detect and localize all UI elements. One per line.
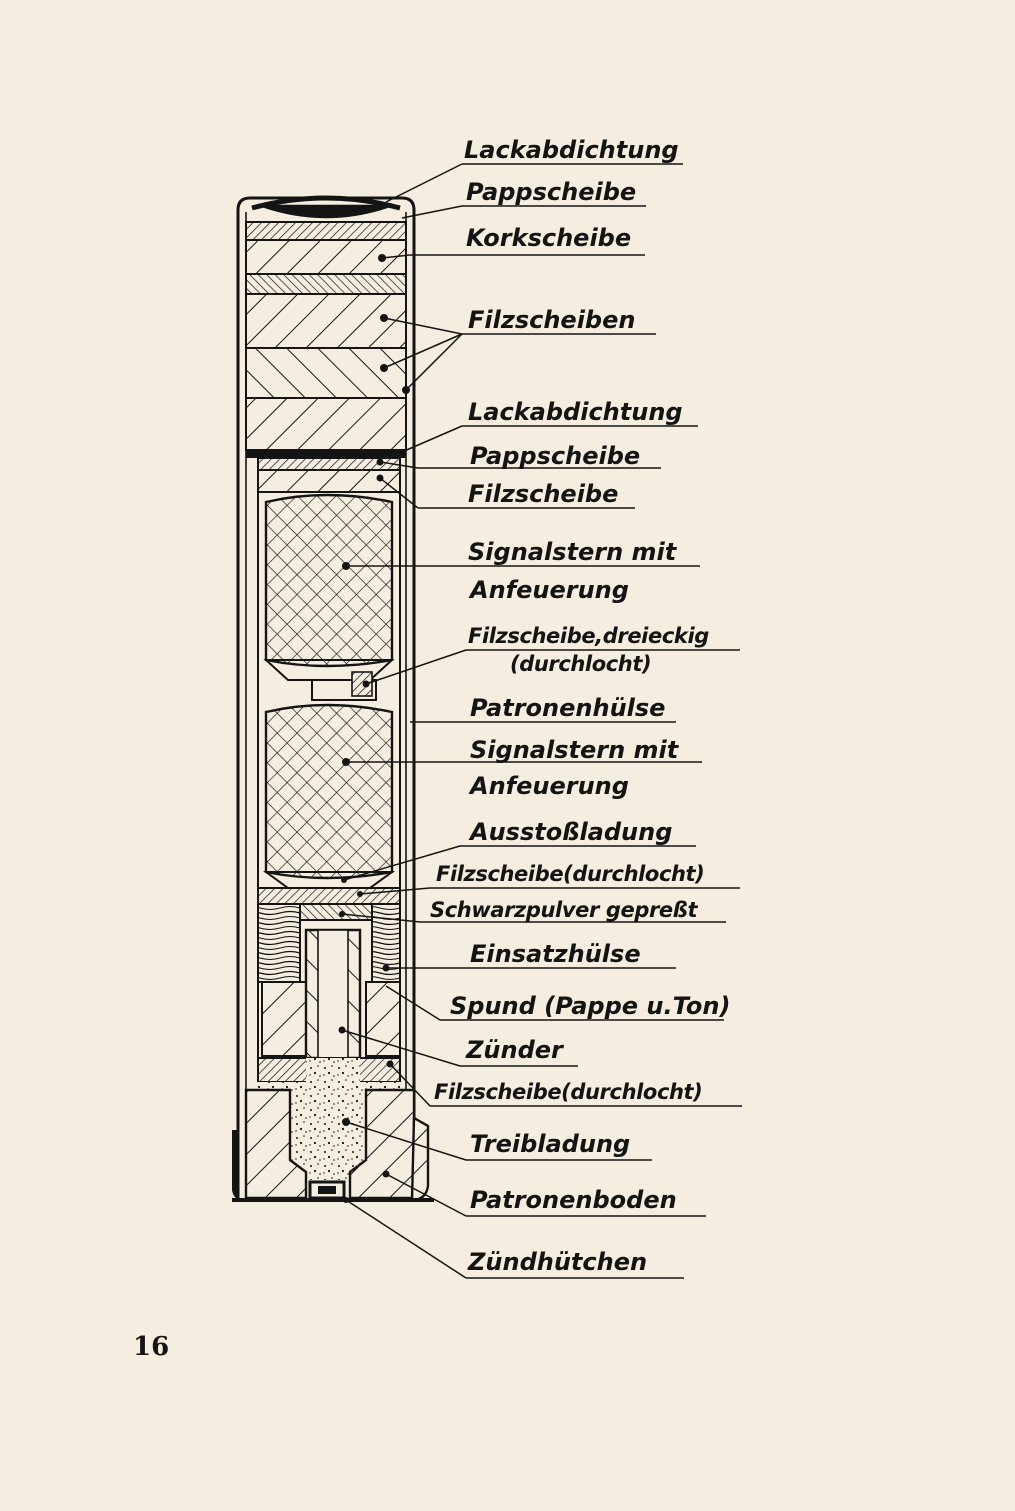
label-lackabdichtung-top: Lackabdichtung bbox=[464, 136, 679, 164]
rim-right bbox=[412, 1118, 428, 1200]
label-filzscheibe-dreieckig-line2: (durchlocht) bbox=[510, 652, 652, 676]
plug-left bbox=[262, 982, 306, 1056]
fuze-core bbox=[318, 930, 348, 1058]
signal-star-1 bbox=[266, 495, 392, 666]
label-spund: Spund (Pappe u.Ton) bbox=[450, 992, 731, 1020]
label-zuender: Zünder bbox=[466, 1036, 563, 1064]
varnish-seal-mid bbox=[246, 450, 406, 458]
primer-cup bbox=[318, 1186, 336, 1194]
felt-disc-3 bbox=[246, 398, 406, 450]
cardboard-disc-top bbox=[246, 222, 406, 240]
pressed-black-powder bbox=[300, 904, 372, 920]
label-treibladung: Treibladung bbox=[470, 1130, 631, 1158]
plug-right bbox=[366, 982, 400, 1056]
felt-disc-2 bbox=[246, 348, 406, 398]
label-einsatzhuelse: Einsatzhülse bbox=[470, 940, 641, 968]
label-filzscheiben: Filzscheiben bbox=[468, 306, 636, 334]
flash-channel bbox=[306, 1058, 360, 1082]
label-ausstossladung: Ausstoßladung bbox=[470, 818, 673, 846]
felt-disc-thin bbox=[246, 274, 406, 294]
label-patronenboden: Patronenboden bbox=[470, 1186, 677, 1214]
signal-star-2 bbox=[266, 705, 392, 878]
label-filzscheibe-durchlocht-1: Filzscheibe(durchlocht) bbox=[436, 862, 705, 886]
label-filzscheibe-dreieckig-line1: Filzscheibe,dreieckig bbox=[468, 624, 709, 648]
label-filzscheibe: Filzscheibe bbox=[468, 480, 619, 508]
label-lackabdichtung-mid: Lackabdichtung bbox=[468, 398, 683, 426]
label-signalstern-2-line1: Signalstern mit bbox=[470, 736, 679, 764]
label-pappscheibe-top: Pappscheibe bbox=[466, 178, 637, 206]
label-schwarzpulver: Schwarzpulver gepreßt bbox=[430, 898, 698, 922]
insert-tube-left bbox=[258, 904, 300, 982]
label-korkscheibe: Korkscheibe bbox=[466, 224, 632, 252]
label-filzscheibe-durchlocht-2: Filzscheibe(durchlocht) bbox=[434, 1080, 703, 1104]
label-signalstern-2-line2: Anfeuerung bbox=[470, 772, 629, 800]
label-pappscheibe-mid: Pappscheibe bbox=[470, 442, 641, 470]
perforated-felt-disc-1 bbox=[258, 888, 400, 904]
page-number: 16 bbox=[133, 1332, 170, 1362]
label-signalstern-1-line2: Anfeuerung bbox=[470, 576, 629, 604]
label-patronenhuelse: Patronenhülse bbox=[470, 694, 666, 722]
label-zuendhuetchen: Zündhütchen bbox=[468, 1248, 648, 1276]
label-signalstern-1-line1: Signalstern mit bbox=[468, 538, 677, 566]
